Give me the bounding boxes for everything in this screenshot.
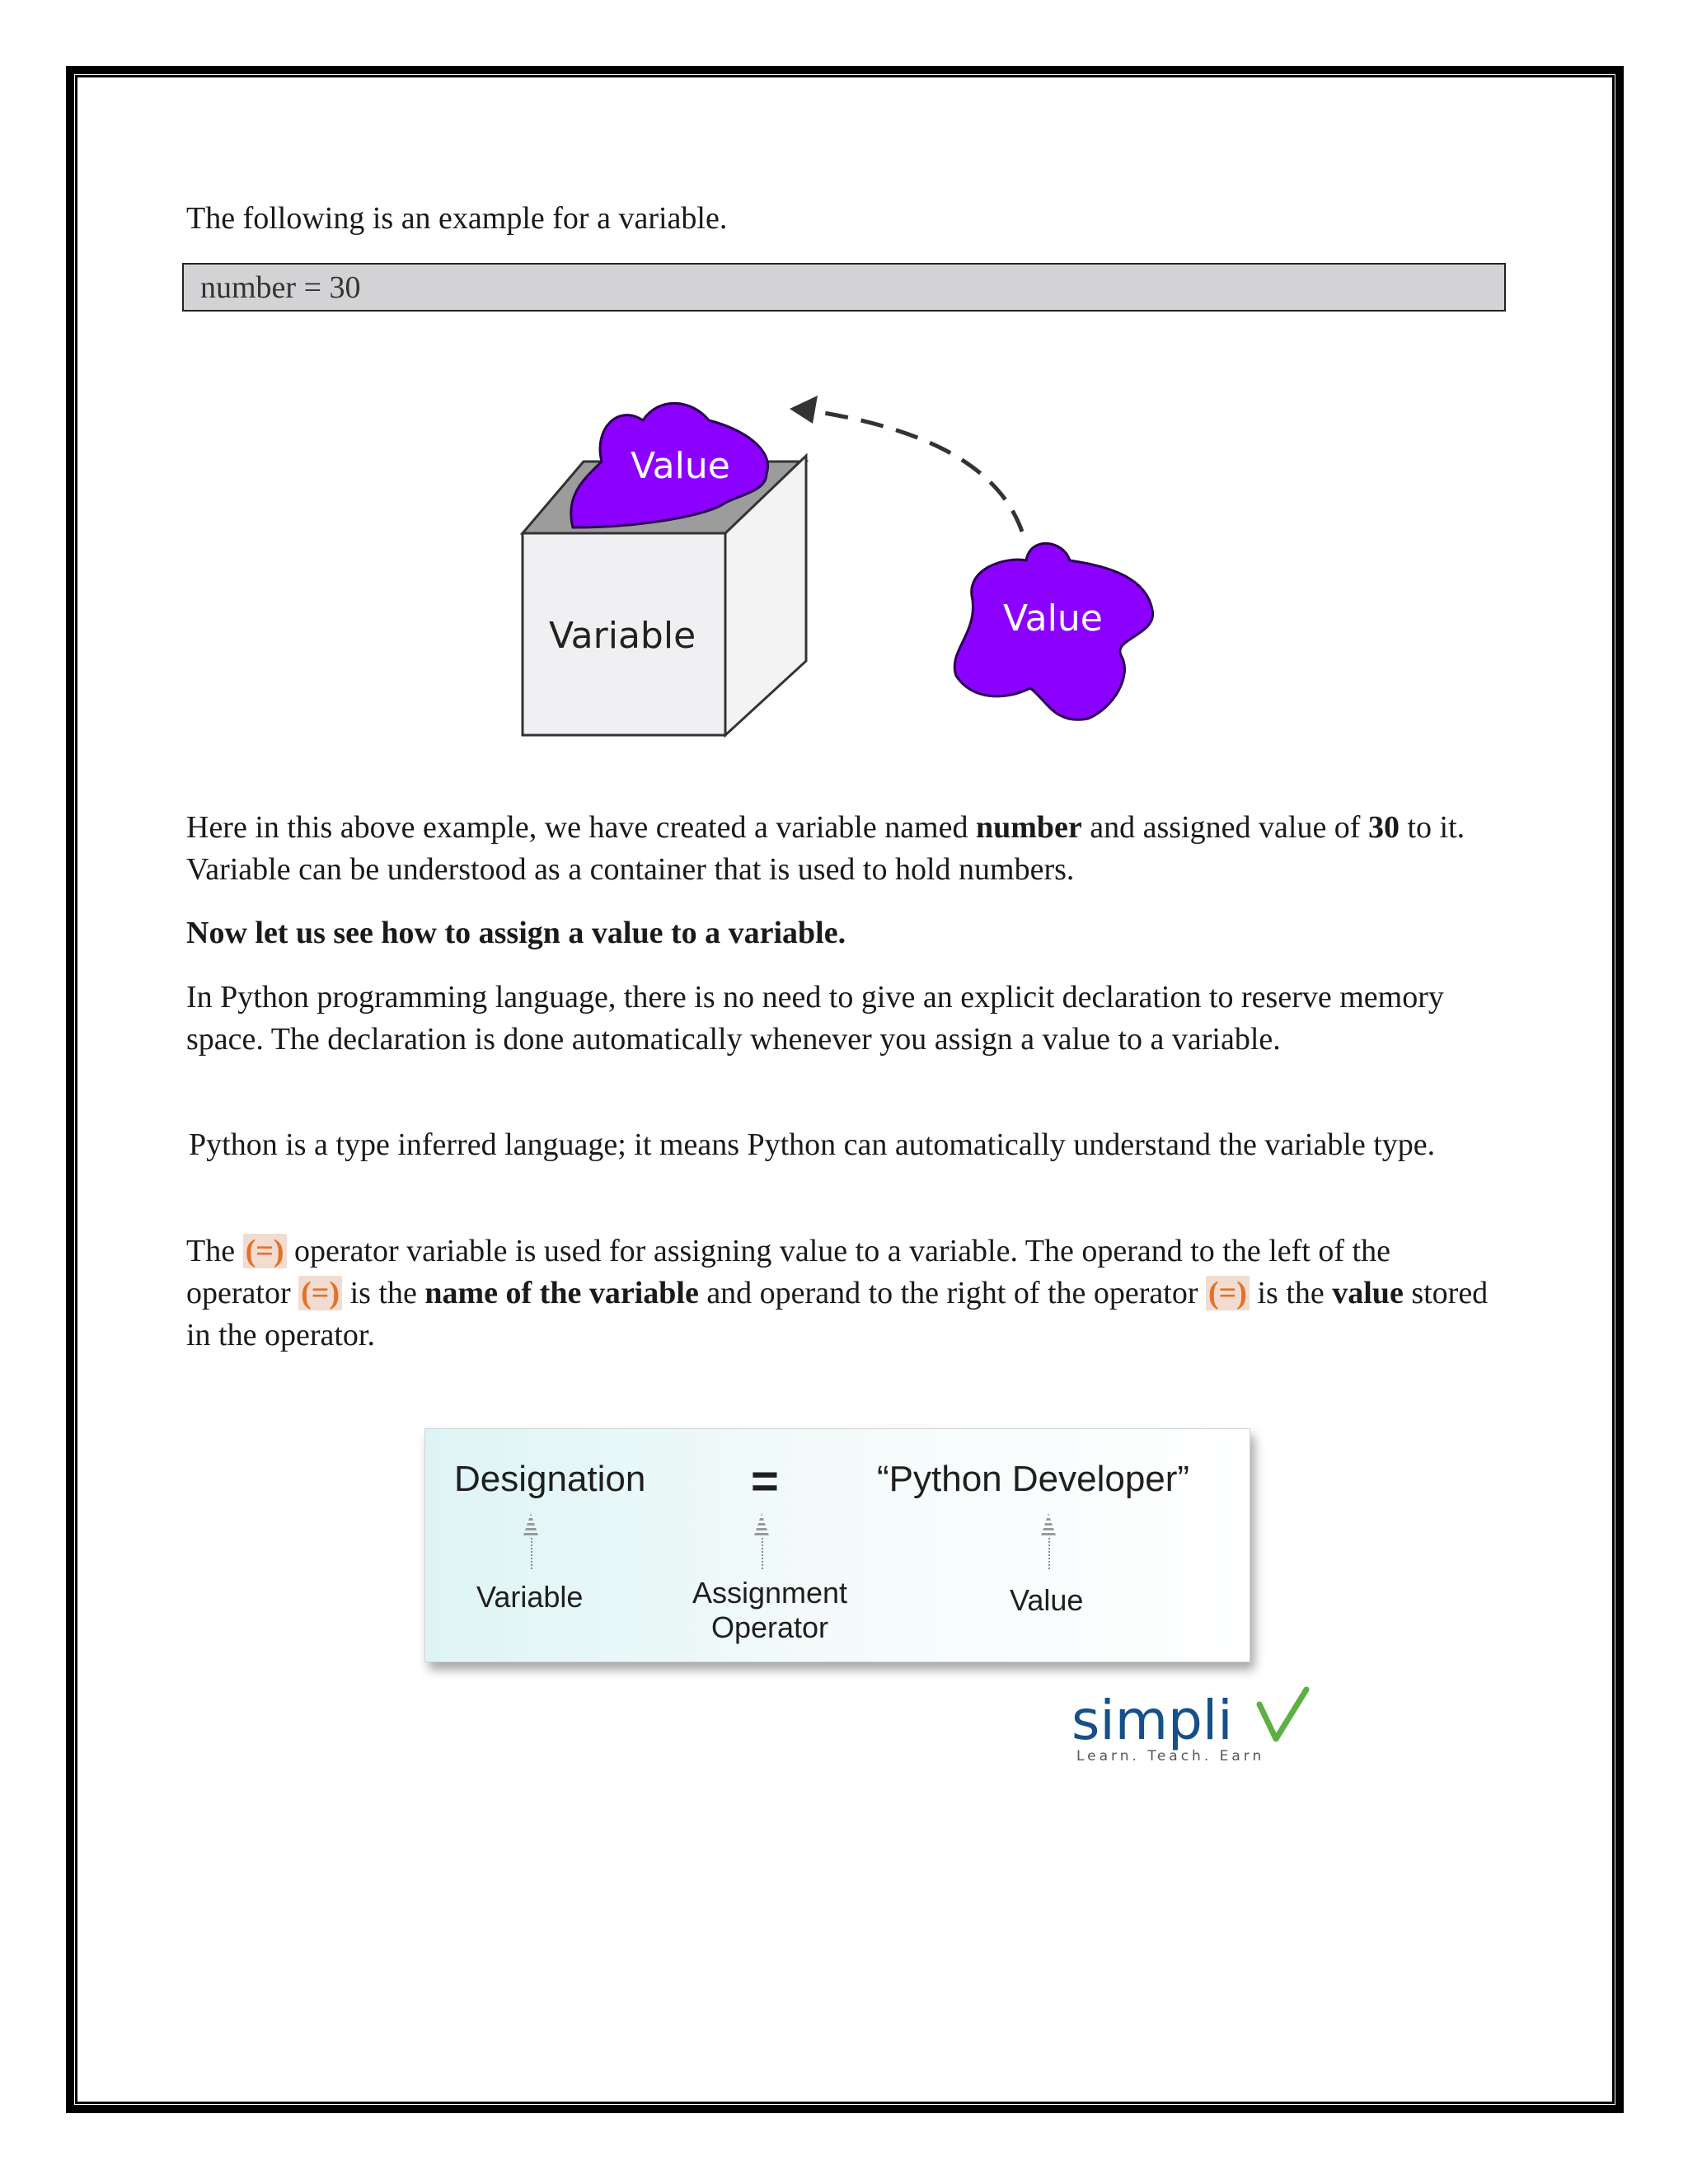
code-snippet: number = 30 [182,263,1506,312]
up-arrow-icon [523,1513,539,1538]
intro-text: The following is an example for a variable. [186,201,728,236]
simpliv-logo [1071,1681,1319,1768]
dashed-arrow [808,410,1022,532]
paragraph-assignment-operator: The (=) operator variable is used for assigning value to a variable. The operand to the left of the operator (=) is the name of the variable and operand to the right of the operator (=) is the value stored in the operator. [186,1234,1489,1352]
variable-box-illustration [396,338,1220,783]
up-arrow-icon [1040,1513,1057,1538]
checkmark-icon [1259,1690,1306,1739]
svg-text:simpli: simpli [1071,1689,1233,1752]
assignment-diagram [424,1428,1250,1662]
value-label: Value [1010,1583,1084,1617]
operator-highlight: (=) [298,1276,342,1310]
up-arrow-icon [753,1513,770,1538]
python-developer-text: “Python Developer” [877,1459,1190,1499]
operator-highlight: (=) [243,1234,287,1268]
box-variable-label: Variable [549,615,696,657]
paragraph-variable-explanation: Here in this above example, we have created a variable named number and assigned value of 30 to it. Variable can be understood as a container that is used to hold numbers. [186,810,1465,887]
logo-tagline: Learn. Teach. Earn [1076,1748,1265,1765]
designation-text: Designation [454,1459,646,1499]
paragraph-declaration: In Python programming language, there is no need to give an explicit declaration to reserve memory space. The declaration is done automatically whenever you assign a value to a variable. [186,980,1444,1057]
lid-value-label: Value [631,445,730,487]
section-heading: Now let us see how to assign a value to a variable. [186,916,846,950]
variable-label: Variable [476,1580,584,1614]
equals-sign: = [751,1455,779,1508]
operator-highlight: (=) [1206,1276,1250,1310]
floating-value-label: Value [1003,598,1103,640]
paragraph-type-inferred: Python is a type inferred language; it means Python can automatically understand the variable type. [189,1127,1436,1162]
arrow-head-icon [790,396,818,424]
assignment-operator-label: Assignment Operator [692,1576,848,1644]
